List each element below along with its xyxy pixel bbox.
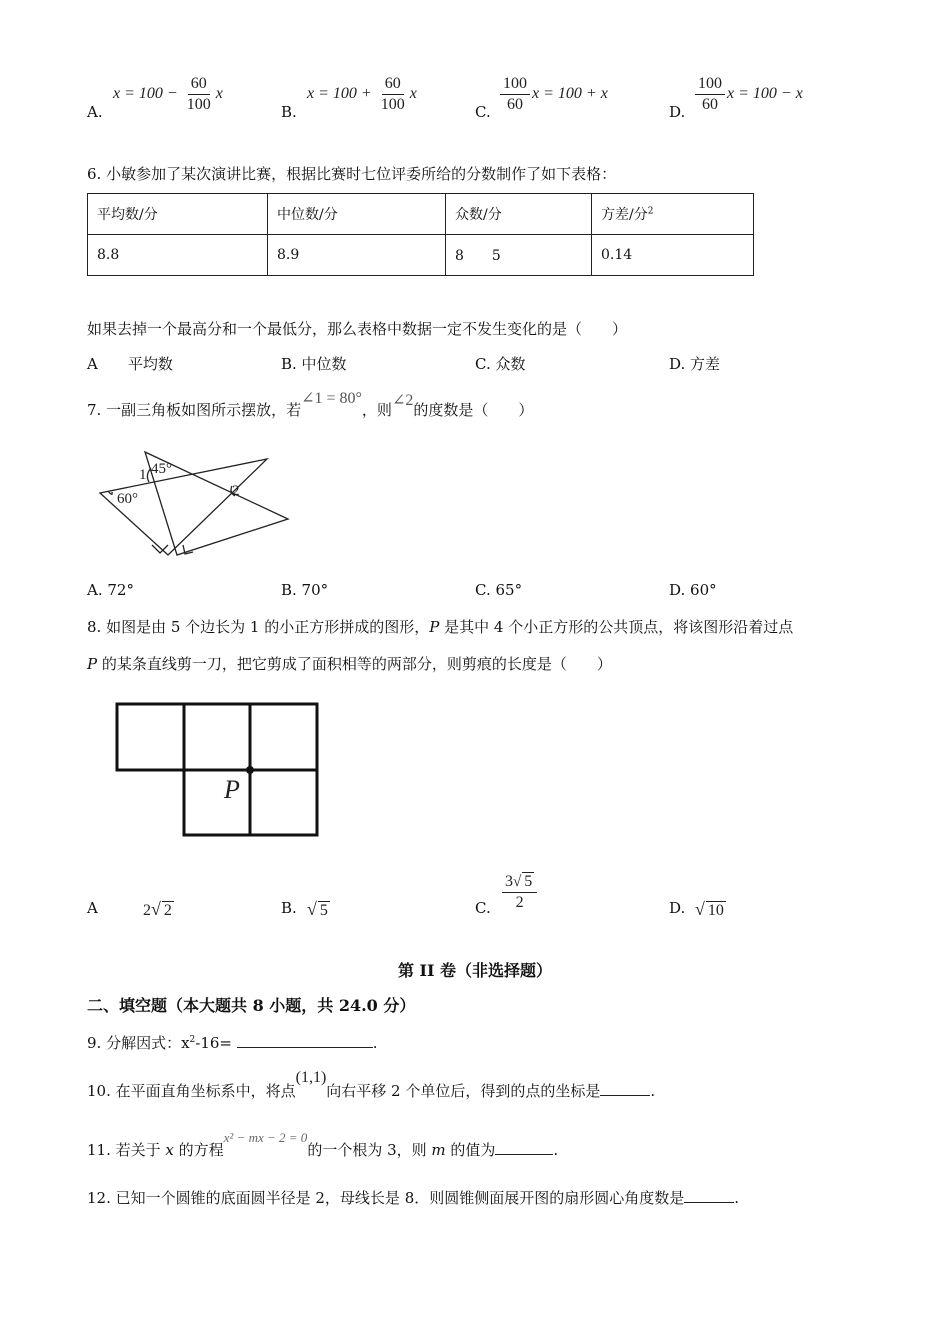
part2-title: 第 II 卷（非选择题） — [397, 961, 553, 980]
square-top-left — [117, 704, 184, 770]
q8-option-d-formula — [695, 899, 726, 920]
q8-line2-post: 的某条直线剪一刀，把它剪成了面积相等的两部分，则剪痕的长度是（ ） — [97, 655, 612, 673]
q7-stem-post: 的度数是（ ） — [413, 401, 534, 419]
q5-b-num: 60 — [382, 75, 404, 95]
q11-mid: 的方程 — [173, 1141, 224, 1159]
square-bottom-left — [184, 770, 250, 835]
q5-option-c-letter: C. — [475, 103, 491, 121]
q5-c-post: x = 100 + x — [532, 85, 608, 103]
q5-c-num: 100 — [500, 75, 530, 95]
q9-post: -16= — [195, 1034, 237, 1052]
q8-squares-figure — [112, 700, 324, 840]
q8-b-radicand: 5 — [319, 902, 328, 919]
q12 — [87, 1187, 739, 1208]
q6-stem: 6. 小敏参加了某次演讲比赛，根据比赛时七位评委所给的分数制作了如下表格： — [87, 165, 617, 183]
answer-blank[interactable] — [684, 1188, 734, 1203]
q5-option-b-letter: B. — [281, 103, 297, 121]
q6-stats-table — [87, 193, 754, 276]
q5-a-fraction — [184, 75, 214, 114]
q9-end: . — [372, 1034, 378, 1052]
square-top-middle — [184, 704, 250, 770]
table-header-row — [88, 194, 754, 235]
q5-b-post: x — [409, 85, 417, 103]
q8-option-b-formula — [307, 899, 330, 920]
q10-point-formula: (1,1) — [295, 1069, 327, 1086]
q5-option-d-letter: D. — [669, 103, 686, 121]
q9-pre: 9. 分解因式：x — [87, 1034, 190, 1052]
sqrt-sign: √ — [307, 899, 317, 919]
q8-option-d-letter: D. — [669, 899, 686, 917]
q5-c-fraction — [500, 75, 530, 114]
q7-triangle-figure — [95, 448, 295, 560]
q6-option-c: C. 众数 — [475, 355, 526, 373]
q8-line1-post: 是其中 4 个小正方形的公共顶点，将该图形沿着过点 — [439, 618, 794, 636]
q8-c-den: 2 — [515, 894, 524, 911]
q6-option-a: A 平均数 — [87, 355, 173, 373]
q11-pre: 11. 若关于 — [87, 1141, 166, 1159]
q11-equation-formula: x² − mx − 2 = 0 — [223, 1130, 308, 1145]
q8-a-radicand: 2 — [163, 902, 172, 919]
q8-line1-pre: 8. 如图是由 5 个边长为 1 的小正方形拼成的图形， — [87, 618, 430, 636]
q5-b-fraction — [378, 75, 408, 114]
q8-stem-line1 — [87, 616, 793, 637]
sqrt-sign: √ — [513, 874, 522, 890]
q8-c-numerator — [502, 872, 537, 893]
section-title: 二、填空题（本大题共 8 小题，共 24.0 分） — [87, 996, 416, 1015]
square-bottom-right — [250, 770, 317, 835]
point-p-dot — [246, 766, 254, 774]
q6-question: 如果去掉一个最高分和一个最低分，那么表格中数据一定不发生变化的是（ ） — [87, 320, 628, 338]
sqrt-sign: √ — [151, 899, 161, 919]
q5-a-num: 60 — [188, 75, 210, 95]
q8-stem-line2 — [87, 653, 612, 674]
table-cell: 8 5 — [446, 235, 592, 276]
q5-a-den: 100 — [186, 96, 211, 113]
table-header-cell — [592, 194, 754, 235]
sqrt-sign: √ — [695, 899, 705, 919]
q10-end: . — [650, 1082, 656, 1100]
q6-option-b: B. 中位数 — [281, 355, 347, 373]
q8-option-c-formula — [500, 872, 539, 912]
q8-line1-point: P — [429, 618, 440, 636]
q5-option-d-formula — [693, 75, 803, 114]
q11-var-m: m — [431, 1141, 446, 1159]
table-header-cell: 众数/分 — [446, 194, 592, 235]
q7-angle1-formula: ∠1 = 80° — [301, 390, 362, 407]
q11-post2: 的值为 — [445, 1141, 496, 1159]
right-angle-mark-right — [183, 545, 193, 554]
q11-var-x: x — [165, 1141, 174, 1159]
q5-a-lhs: x = 100 − — [113, 85, 182, 103]
q10 — [87, 1069, 656, 1101]
answer-blank[interactable] — [600, 1081, 650, 1096]
q8-option-a-formula — [143, 899, 174, 920]
label-angle-45: 45° — [151, 461, 172, 477]
q11 — [87, 1130, 559, 1160]
q5-b-lhs: x = 100 + — [307, 85, 376, 103]
q11-post1: 的一个根为 3，则 — [307, 1141, 432, 1159]
q7-option-b: B. 70° — [281, 581, 329, 599]
q10-pre: 10. 在平面直角坐标系中，将点 — [87, 1082, 296, 1100]
label-p: P — [224, 775, 240, 804]
variance-header-label: 方差/分 — [601, 207, 648, 223]
q8-d-radicand: 10 — [707, 902, 724, 919]
q10-post: 向右平移 2 个单位后，得到的点的坐标是 — [326, 1082, 601, 1100]
q9 — [87, 1032, 378, 1053]
q5-b-den: 100 — [380, 96, 405, 113]
q7-stem — [87, 390, 534, 420]
q5-option-b-formula — [307, 75, 417, 114]
q5-option-a-letter: A. — [87, 103, 103, 121]
table-header-cell: 平均数/分 — [88, 194, 268, 235]
q7-angle2-formula: ∠2 — [391, 392, 414, 409]
q8-line2-point: P — [87, 655, 98, 673]
q12-text: 12. 已知一个圆锥的底面圆半径是 2，母线长是 8．则圆锥侧面展开图的扇形圆心角度数是 — [87, 1189, 685, 1207]
q5-option-a-formula — [113, 75, 223, 114]
q8-c-coef: 3 — [505, 873, 513, 890]
q5-d-den: 60 — [702, 96, 718, 113]
table-cell: 8.8 — [88, 235, 268, 276]
q8-a-coef: 2 — [143, 902, 151, 919]
table-header-cell: 中位数/分 — [268, 194, 446, 235]
table-cell: 0.14 — [592, 235, 754, 276]
label-angle-60: 60° — [117, 491, 138, 507]
answer-blank[interactable] — [237, 1033, 373, 1048]
q9-sup: 2 — [189, 1035, 196, 1045]
q8-option-a-letter: A — [87, 899, 98, 917]
table-row — [88, 235, 754, 276]
q8-c-radicand: 5 — [524, 873, 533, 890]
q12-end: . — [734, 1189, 740, 1207]
q7-stem-pre: 7. 一副三角板如图所示摆放，若 — [87, 401, 302, 419]
q5-c-den: 60 — [507, 96, 523, 113]
q5-d-fraction — [695, 75, 725, 114]
square-top-right — [250, 704, 317, 770]
variance-header-sup: 2 — [647, 206, 654, 217]
set-square-60-triangle — [100, 459, 267, 555]
q7-stem-mid: ，则 — [361, 401, 392, 419]
q11-end: . — [553, 1141, 559, 1159]
right-angle-mark-left — [152, 545, 168, 553]
q5-option-c-formula — [498, 75, 608, 114]
label-angle-1: 1 — [139, 467, 147, 483]
q7-option-c: C. 65° — [475, 581, 523, 599]
q8-option-c-letter: C. — [475, 899, 491, 917]
table-cell: 8.9 — [268, 235, 446, 276]
q6-option-d: D. 方差 — [669, 355, 721, 373]
q7-option-a: A. 72° — [87, 581, 134, 599]
label-angle-2: 2 — [232, 483, 240, 499]
q5-d-num: 100 — [695, 75, 725, 95]
answer-blank[interactable] — [495, 1140, 553, 1155]
q5-d-post: x = 100 − x — [727, 85, 803, 103]
q5-a-post: x — [215, 85, 223, 103]
q8-c-fraction — [502, 872, 537, 912]
q8-option-b-letter: B. — [281, 899, 297, 917]
q7-option-d: D. 60° — [669, 581, 717, 599]
